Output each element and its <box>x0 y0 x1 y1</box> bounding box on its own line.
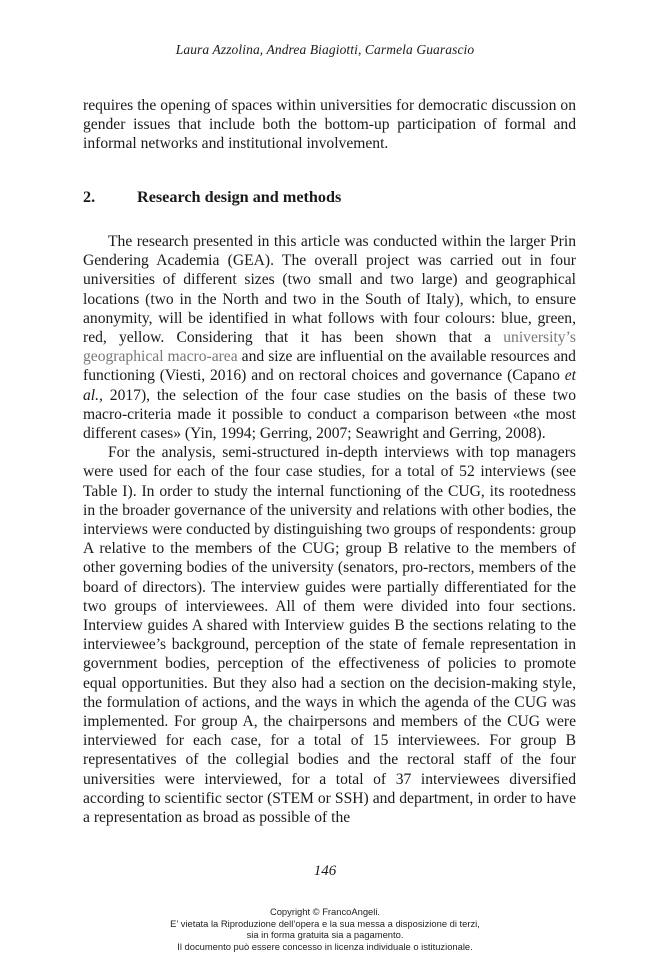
intro-paragraph <box>83 96 576 154</box>
section-number: 2. <box>83 188 96 206</box>
intro-text: requires the opening of spaces within universities for democratic discussion on gender issues that include both the bottom-up participation of formal and informal networks and institutional involvement. <box>83 97 576 153</box>
paragraph1-part2: and size are influential on the available resources and functioning (Viesti, 2016) and on rectoral choices and governance (Capano <box>83 348 576 385</box>
footer-line-4: Il documento può essere concesso in licenza individuale o istituzionale. <box>177 940 473 952</box>
page-number: 146 <box>313 863 337 879</box>
section-heading <box>83 188 576 207</box>
running-header: Laura Azzolina, Andrea Biagiotti, Carmela Guarascio <box>175 42 475 57</box>
copyright-footer <box>0 906 650 952</box>
section-title: Research design and methods <box>137 188 342 206</box>
paragraph1-part3: 2017), the selection of the four case studies on the basis of these two macro-criteria made it possible to conduct a comparison between «the most different cases» (Yin, 1994; Gerring, 2007; Seawright and Gerring, 2008). <box>83 386 576 443</box>
body-text <box>83 232 576 827</box>
footer-line-1: Copyright © FrancoAngeli. <box>269 906 381 917</box>
footer-line-2: E’ vietata la Riproduzione dell’opera e la sua messa a disposizione di terzi, <box>170 917 480 929</box>
footer-line-3: sia in forma gratuita sia a pagamento. <box>246 929 404 940</box>
paragraph1-part1: The research presented in this article was conducted within the larger Prin Gendering Academia (GEA). The overall project was carried out in four universities of different sizes (two small and two large) and geographical locations (two in the North and two in the South of Italy), which, to ensure anonymity, will be identified in what follows with four colours: blue, green, red, yellow. Considering that it has been shown that a <box>83 233 576 347</box>
paragraph-interviews: For the analysis, semi-structured in-depth interviews with top managers were used for each of the four case studies, for a total of 52 interviews (see Table I). In order to study the internal functioning of the CUG, its rootedness in the broader governance of the university and relations with other bodies, the interviews were conducted by distinguishing two groups of respondents: group A relative to the members of the CUG; group B relative to the members of other governing bodies of the university (senators, pro-rectors, members of the board of directors). The interview guides were partially differentiated for the two groups of interviewees. All of them were divided into four sections. Interview guides A shared with Interview guides B the sections relating to the interviewee’s background, perception of the state of female representation in government bodies, perception of the effectiveness of policies to promote equal opportunities. But they also had a section on the decision-making style, the formulation of actions, and the ways in which the agenda of the CUG was implemented. For group A, the chairpersons and members of the CUG were interviewed for each case, for a total of 15 interviewees. For group B representatives of the collegial bodies and the rectoral staff of the four universities were interviewed, for a total of 37 interviewees diversified according to scientific sector (STEM or SSH) and department, in order to have a representation as broad as possible of the <box>83 444 576 827</box>
paragraph-research-context <box>83 232 576 443</box>
paragraph1-gray-phrase: university’s geographical macro-area <box>83 329 576 366</box>
paragraph1-et-al: et al., <box>83 367 576 404</box>
